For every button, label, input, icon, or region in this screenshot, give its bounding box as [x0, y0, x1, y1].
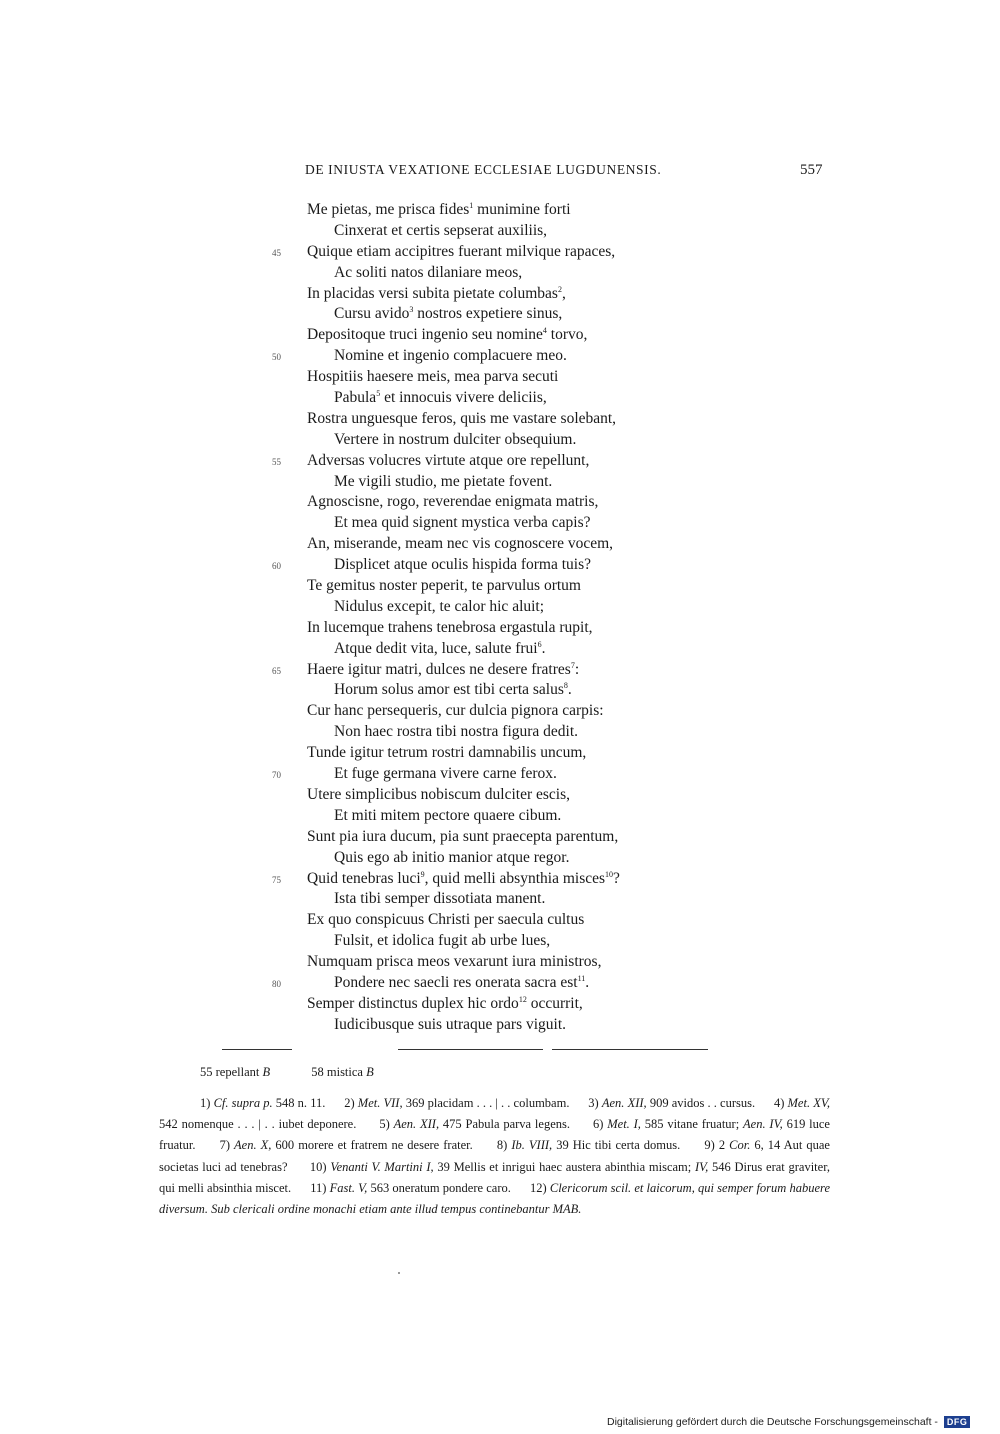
verse-line	[0, 785, 1000, 806]
apparatus-reading: repellant	[215, 1065, 260, 1079]
credit-text: Digitalisierung gefördert durch die Deutsche Forschungsgemeinschaft -	[607, 1416, 938, 1428]
verse-text: Et mea quid signent mystica verba capis?	[334, 514, 591, 532]
verse-line	[0, 764, 1000, 785]
line-number: 65	[272, 665, 281, 676]
line-number: 50	[272, 352, 281, 363]
verse-text: Semper distinctus duplex hic ordo$^{12}$ occurrit,	[307, 994, 583, 1012]
verse-text: Tunde igitur tetrum rostri damnabilis uncum,	[307, 744, 587, 762]
verse-line	[0, 848, 1000, 869]
verse-text: Iudicibusque suis utraque pars viguit.	[334, 1015, 567, 1033]
dfg-logo: DFG	[944, 1416, 971, 1428]
verse-text: In placidas versi subita pietate columbas$^2$,	[307, 284, 566, 302]
verse-text: Sunt pia iura ducum, pia sunt praecepta parentum,	[307, 827, 619, 845]
verse-text: Nomine et ingenio complacuere meo.	[334, 347, 567, 365]
line-number: 80	[272, 978, 281, 989]
verse-text: Cur hanc persequeris, cur dulcia pignora carpis:	[307, 702, 604, 720]
apparatus-reading: mistica	[326, 1065, 363, 1079]
verse-line	[0, 304, 1000, 325]
verse-line	[0, 722, 1000, 743]
verse-line	[0, 430, 1000, 451]
verse-line	[0, 660, 1000, 681]
digitization-credit	[607, 1416, 970, 1428]
verse-line	[0, 513, 1000, 534]
verse-text: Quique etiam accipitres fuerant milvique rapaces,	[307, 242, 616, 260]
verse-line	[0, 388, 1000, 409]
verse-text: An, miserande, meam nec vis cognoscere vocem,	[307, 535, 614, 553]
verse-line	[0, 869, 1000, 890]
verse-line	[0, 284, 1000, 305]
footnote-rule	[552, 1049, 708, 1050]
apparatus-entry	[311, 1065, 374, 1079]
verse-line	[0, 472, 1000, 493]
page-number: 557	[800, 162, 823, 178]
verse-text: Adversas volucres virtute atque ore repellunt,	[307, 451, 590, 469]
apparatus-line: 55	[200, 1065, 213, 1079]
footnote-rule	[398, 1049, 543, 1050]
verse-text: Agnoscisne, rogo, reverendae enigmata matris,	[307, 493, 599, 511]
verse-text: Nidulus excepit, te calor hic aluit;	[334, 597, 545, 615]
verse-line	[0, 534, 1000, 555]
verse-line	[0, 910, 1000, 931]
verse-text: Vertere in nostrum dulciter obsequium.	[334, 430, 577, 448]
verse-line	[0, 451, 1000, 472]
verse-text: Fulsit, et idolica fugit ab urbe lues,	[334, 932, 551, 950]
verse-line	[0, 555, 1000, 576]
verse-line	[0, 346, 1000, 367]
verse-line	[0, 701, 1000, 722]
verse-line	[0, 263, 1000, 284]
verse-line	[0, 367, 1000, 388]
verse-line	[0, 325, 1000, 346]
verse-text: Depositoque truci ingenio seu nomine$^4$ torvo,	[307, 326, 588, 344]
verse-line	[0, 639, 1000, 660]
verse-text: In lucemque trahens tenebrosa ergastula rupit,	[307, 618, 593, 636]
verse-line	[0, 952, 1000, 973]
verse-line	[0, 492, 1000, 513]
line-number: 75	[272, 874, 281, 885]
verse-line	[0, 931, 1000, 952]
verse-text: Displicet atque oculis hispida forma tuis?	[334, 556, 591, 574]
line-number: 45	[272, 247, 281, 258]
verse-text: Rostra unguesque feros, quis me vastare solebant,	[307, 409, 617, 427]
verse-text: Et miti mitem pectore quaere cibum.	[334, 806, 562, 824]
verse-text: Quis ego ab initio manior atque regor.	[334, 848, 570, 866]
line-number: 60	[272, 561, 281, 572]
verse-line	[0, 889, 1000, 910]
verse-text: Me vigili studio, me pietate fovent.	[334, 472, 553, 490]
verse-text: Et fuge germana vivere carne ferox.	[334, 765, 557, 783]
verse-line	[0, 576, 1000, 597]
apparatus-entry	[200, 1065, 273, 1079]
verse-text: Quid tenebras luci$^9$, quid melli absynthia misces$^{10}$?	[307, 869, 620, 887]
verse-text: Atque dedit vita, luce, salute frui$^6$.	[334, 639, 546, 657]
verse-text: Pondere nec saecli res onerata sacra est$^{11}$.	[334, 973, 590, 991]
verse-text: Horum solus amor est tibi certa salus$^8$.	[334, 681, 572, 699]
verse-line	[0, 1015, 1000, 1036]
verse-text: Utere simplicibus nobiscum dulciter escis,	[307, 785, 571, 803]
verse-text: Me pietas, me prisca fides$^1$ munimine forti	[307, 201, 571, 218]
verse-line	[0, 597, 1000, 618]
verse-line	[0, 827, 1000, 848]
verse-line	[0, 242, 1000, 263]
verse-text: Cursu avido$^3$ nostros expetiere sinus,	[334, 305, 563, 323]
apparatus-line: 58	[311, 1065, 324, 1079]
footnote-rule	[222, 1049, 292, 1050]
verse-line	[0, 221, 1000, 242]
poem-text	[0, 200, 1000, 1036]
verse-text: Haere igitur matri, dulces ne desere fratres$^7$:	[307, 660, 580, 678]
line-number: 55	[272, 456, 281, 467]
line-number: 70	[272, 770, 281, 781]
verse-line	[0, 994, 1000, 1015]
critical-apparatus	[200, 1065, 412, 1080]
verse-line	[0, 973, 1000, 994]
verse-text: Cinxerat et certis sepserat auxiliis,	[334, 221, 548, 239]
verse-text: Hospitiis haesere meis, mea parva secuti	[307, 368, 559, 386]
verse-text: Ista tibi semper dissotiata manent.	[334, 890, 546, 908]
verse-text: Numquam prisca meos vexarunt iura ministros,	[307, 953, 602, 971]
verse-line	[0, 680, 1000, 701]
footnotes: 1) Cf. supra p. 548 n. 11. 2) Met. VII, 369 placidam . . . | . . columbam. 3) Aen. XII, 909 avidos . . cursus. 4) Met. XV, 542 nomenque . . . | . . iubet deponere. 5) Aen. XII, 475 Pabula parva legens. 6) Met. I, 585 vitane fruatur; Aen. IV, 619 luce fruatur. 7) Aen. X, 600 morere et fratrem ne desere frater. 8) Ib. VIII, 39 Hic tibi certa domus. 9) 2 Cor. 6, 14 Aut quae societas luci ad tenebras? 10) Venanti V. Martini I, 39 Mellis et inrigui haec austera abinthia miscam; IV, 546 Dirus erat graviter, qui melli absinthia miscet. 11) Fast. V, 563 oneratum pondere caro. 12) Clericorum scil. et laicorum, qui semper forum habuere diversum. Sub clericali ordine monachi etiam ante illud tempus continebantur MAB.	[159, 1096, 831, 1217]
running-title: DE INIUSTA VEXATIONE ECCLESIAE LUGDUNENSIS.	[305, 162, 662, 177]
print-speck	[398, 1272, 400, 1274]
verse-line	[0, 409, 1000, 430]
verse-line	[0, 200, 1000, 221]
verse-text: Ex quo conspicuus Christi per saecula cultus	[307, 911, 585, 929]
verse-line	[0, 806, 1000, 827]
verse-text: Non haec rostra tibi nostra figura dedit.	[334, 723, 579, 741]
verse-text: Ac soliti natos dilaniare meos,	[334, 263, 523, 281]
apparatus-siglum: B	[366, 1065, 374, 1079]
apparatus-siglum: B	[262, 1065, 271, 1079]
verse-text: Te gemitus noster peperit, te parvulus ortum	[307, 577, 581, 595]
verse-line	[0, 743, 1000, 764]
verse-text: Pabula$^5$ et innocuis vivere deliciis,	[334, 389, 547, 407]
verse-line	[0, 618, 1000, 639]
